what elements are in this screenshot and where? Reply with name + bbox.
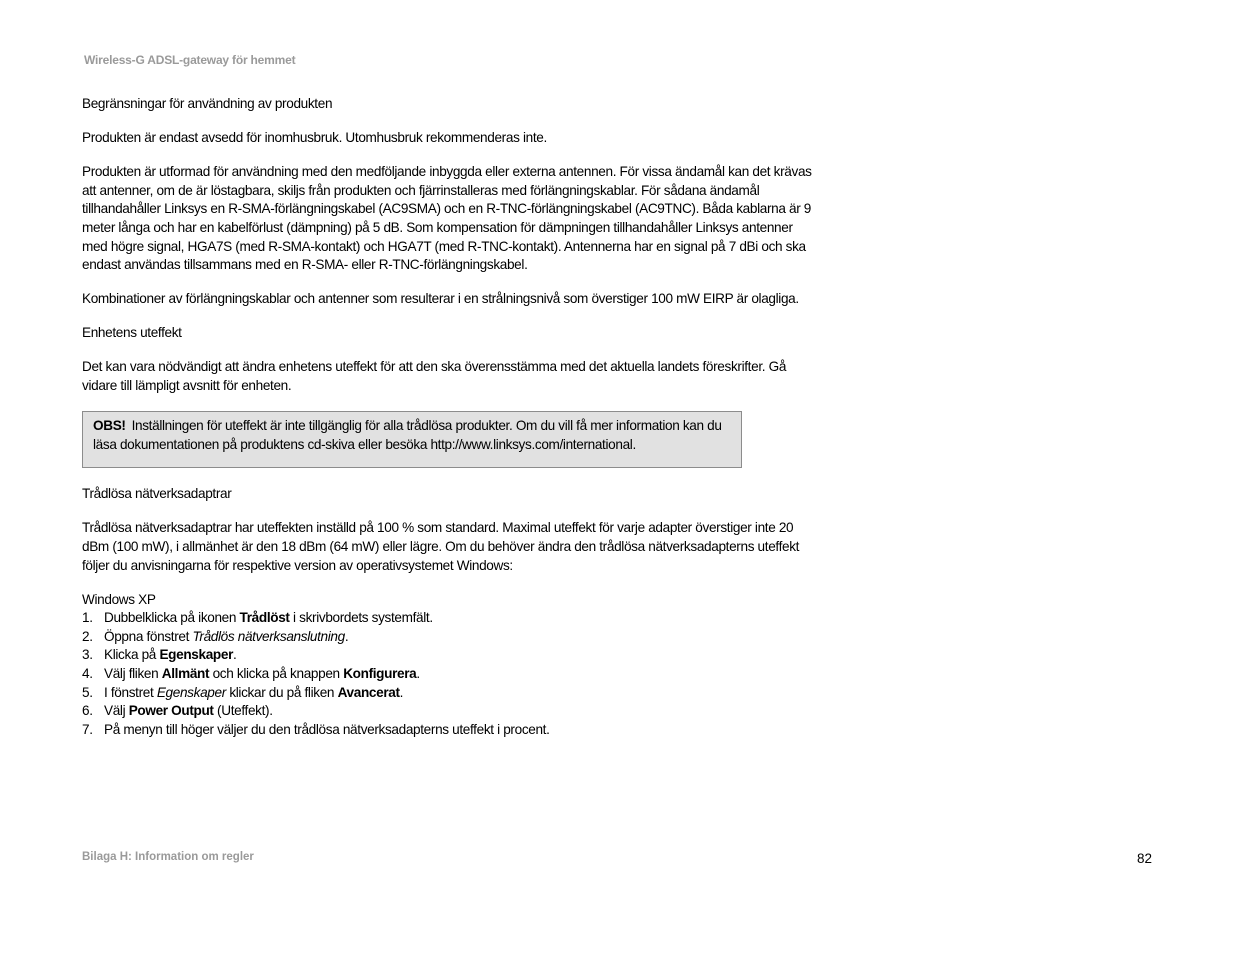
step-text <box>104 702 273 721</box>
step-number: 5. <box>82 684 93 700</box>
step-ui-term: Power Output <box>128 703 214 719</box>
step-text-part: och klicka på knappen <box>209 666 344 682</box>
step-ui-term: Trådlöst <box>239 610 290 626</box>
restrictions-heading: Begränsningar för användning av produkten <box>82 96 333 111</box>
step-number: 2. <box>82 628 93 644</box>
step-ui-term: Konfigurera <box>343 666 417 682</box>
windows-xp-title: Windows XP <box>82 591 156 607</box>
step-text-part: Välj fliken <box>104 666 162 682</box>
step-text-part: . <box>399 684 404 700</box>
step-window-name: Trådlös nätverksanslutning <box>192 628 345 644</box>
note-box <box>82 411 742 468</box>
step-item <box>82 646 817 665</box>
output-paragraph: Det kan vara nödvändigt att ändra enhetens uteffekt för att den ska överensstämma med det aktuella landets föreskrifter. Gå vidare till lämpligt avsnitt för enheten. <box>82 359 787 394</box>
step-text-part: Klicka på <box>104 647 160 663</box>
step-text-part: klickar du på fliken <box>225 684 338 700</box>
step-number: 7. <box>82 721 93 737</box>
step-text-part: Välj <box>104 703 129 719</box>
step-text-part: Öppna fönstret <box>104 628 193 644</box>
step-item <box>82 609 817 628</box>
step-text-part: . <box>233 647 237 663</box>
adapters-heading: Trådlösa nätverksadaptrar <box>82 486 232 502</box>
step-ui-term: Egenskaper <box>159 647 234 663</box>
step-text-part: I fönstret <box>104 684 157 700</box>
note-text: Inställningen för uteffekt är inte tillgänglig för alla trådlösa produkter. Om du vill få mer information kan du läsa dokumentationen på produktens cd-skiva eller besöka http://www.linksys.com/international. <box>93 418 722 452</box>
step-text-part: På menyn till höger väljer du den trådlösa nätverksadapterns uteffekt i procent. <box>104 721 550 737</box>
step-item <box>82 721 817 740</box>
step-text <box>104 665 420 684</box>
step-item <box>82 665 817 684</box>
page-content <box>82 95 817 739</box>
combination-paragraph: Kombinationer av förlängningskablar och antenner som resulterar i en strålningsnivå som överstiger 100 mW EIRP är olagliga. <box>82 291 799 307</box>
step-text <box>104 721 550 740</box>
step-item <box>82 684 817 703</box>
step-number: 6. <box>82 703 93 719</box>
note-label: OBS! <box>93 418 126 434</box>
step-text-part: . <box>416 666 420 682</box>
step-text-part: i skrivbordets systemfält. <box>289 610 433 626</box>
step-item <box>82 702 817 721</box>
step-number: 1. <box>82 610 93 626</box>
footer-section-title: Bilaga H: Information om regler <box>82 851 254 863</box>
step-window-name: Egenskaper <box>156 684 226 700</box>
step-text <box>104 684 403 703</box>
step-number: 3. <box>82 647 93 663</box>
adapters-paragraph: Trådlösa nätverksadaptrar har uteffekten inställd på 100 % som standard. Maximal uteffekt för varje adapter överstiger inte 20 dBm (100 mW), i allmänhet är den 18 dBm (64 mW) eller lägre. Om du behöver ändra den trådlösa nätverksadapterns uteffekt följer du anvisningarna för respektive version av operativsystemet Windows: <box>82 520 800 573</box>
step-text <box>104 646 236 665</box>
running-header: Wireless-G ADSL-gateway för hemmet <box>84 53 296 67</box>
step-number: 4. <box>82 666 93 682</box>
indoor-use-paragraph: Produkten är endast avsedd för inomhusbruk. Utomhusbruk rekommenderas inte. <box>82 130 547 146</box>
step-text <box>104 609 433 628</box>
step-item <box>82 628 817 647</box>
page-number: 82 <box>1137 851 1153 866</box>
step-ui-term: Avancerat <box>337 684 400 700</box>
antenna-paragraph: Produkten är utformad för användning med den medföljande inbyggda eller externa antennen. För vissa ändamål kan det krävas att antenner, om de är löstagbara, skiljs från produkten och fjärrinstalleras med förlängningskablar. För sådana ändamål tillhandahåller Linksys en R-SMA-förlängningskabel (AC9SMA) och en R-TNC-förlängningskabel (AC9TNC). Båda kablarna är 9 meter långa och har en kabelförlust (dämpning) på 5 dB. Som kompensation för dämpningen tillhandahåller Linksys antenner med högre signal, HGA7S (med R-SMA-kontakt) och HGA7T (med R-TNC-kontakt). Antennerna har en signal på 7 dBi och ska endast användas tillsammans med en R-SMA- eller R-TNC-förlängningskabel. <box>82 164 812 273</box>
step-text-part: . <box>344 628 349 644</box>
output-heading: Enhetens uteffekt <box>82 325 182 341</box>
step-text-part: (Uteffekt). <box>213 703 273 719</box>
steps-list <box>82 609 817 739</box>
step-text-part: Dubbelklicka på ikonen <box>104 610 240 626</box>
step-ui-term: Allmänt <box>161 666 210 682</box>
step-text <box>104 628 348 647</box>
